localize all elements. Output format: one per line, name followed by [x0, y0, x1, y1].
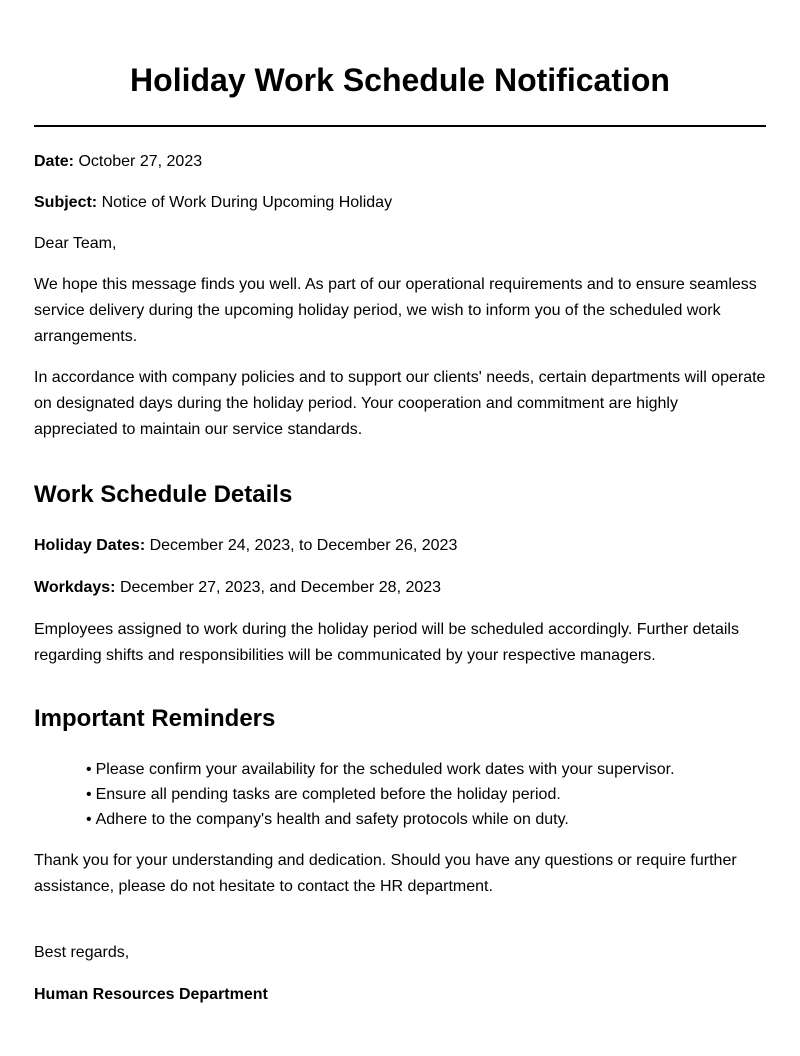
- subject-line: [34, 190, 766, 216]
- greeting: Dear Team,: [34, 235, 117, 252]
- intro-paragraph: We hope this message finds you well. As part of our operational requirements and to ensure seamless service delivery during the upcoming holiday period, we wish to inform you of the scheduled work arrangements.: [34, 276, 757, 345]
- list-item: [86, 757, 766, 782]
- reminder-text: Ensure all pending tasks are completed before the holiday period.: [95, 786, 561, 803]
- list-item: [86, 782, 766, 807]
- date-line: [34, 149, 766, 175]
- subject-label: Subject:: [34, 194, 98, 211]
- document-title: Holiday Work Schedule Notification: [130, 62, 670, 98]
- thanks-paragraph: Thank you for your understanding and dedication. Should you have any questions or require further assistance, please do not hesitate to contact the HR department.: [34, 852, 737, 895]
- bullet-icon: •: [86, 761, 92, 778]
- list-item: [86, 807, 766, 832]
- holiday-dates-value: December 24, 2023, to December 26, 2023: [149, 537, 458, 554]
- subject-value: Notice of Work During Upcoming Holiday: [101, 194, 393, 211]
- holiday-dates-line: [34, 533, 766, 559]
- bullet-icon: •: [86, 811, 92, 828]
- sign-off: Best regards,: [34, 944, 130, 961]
- holiday-dates-label: Holiday Dates:: [34, 537, 146, 554]
- schedule-details-paragraph: Employees assigned to work during the holiday period will be scheduled accordingly. Further details regarding shifts and responsibilities will be communicated by your respective managers.: [34, 621, 739, 664]
- date-label: Date:: [34, 153, 75, 170]
- title-divider: [34, 125, 766, 127]
- reminder-text: Please confirm your availability for the scheduled work dates with your supervisor.: [95, 761, 675, 778]
- reminder-text: Adhere to the company's health and safety protocols while on duty.: [95, 811, 569, 828]
- schedule-heading: Work Schedule Details: [34, 481, 293, 508]
- workdays-line: [34, 575, 766, 601]
- reminders-heading: Important Reminders: [34, 705, 276, 732]
- policy-paragraph: In accordance with company policies and to support our clients' needs, certain departments will operate on designated days during the holiday period. Your cooperation and commitment are highly appreciated to maintain our service standards.: [34, 369, 766, 438]
- bullet-icon: •: [86, 786, 92, 803]
- workdays-value: December 27, 2023, and December 28, 2023: [119, 579, 442, 596]
- signature: Human Resources Department: [34, 986, 268, 1003]
- reminders-list: [34, 757, 766, 832]
- date-value: October 27, 2023: [78, 153, 203, 170]
- workdays-label: Workdays:: [34, 579, 116, 596]
